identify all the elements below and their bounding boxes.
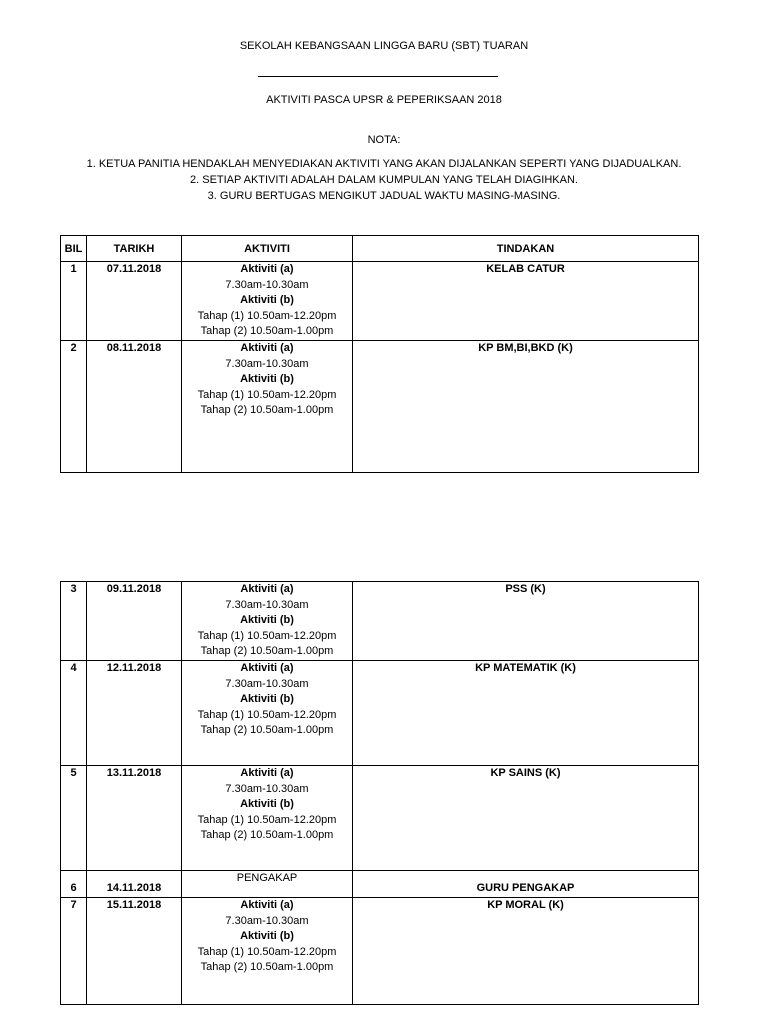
aktiviti-b-tahap-1: Tahap (1) 10.50am-12.20pm (197, 813, 337, 826)
row-aktiviti (182, 582, 353, 661)
row-tarikh: 12.11.2018 (87, 661, 182, 766)
schedule-table-part-1 (60, 235, 699, 473)
aktiviti-b-label: Aktiviti (b) (240, 373, 294, 386)
row-bil: 5 (61, 766, 87, 871)
aktiviti-a-label: Aktiviti (a) (240, 583, 294, 595)
aktiviti-a-label: Aktiviti (a) (240, 899, 294, 911)
aktiviti-a-time: 7.30am-10.30am (225, 677, 309, 690)
aktiviti-a-label: Aktiviti (a) (240, 342, 294, 354)
row-aktiviti: PENGAKAP (182, 871, 353, 898)
aktiviti-a-label: Aktiviti (a) (240, 662, 294, 674)
schedule-table-part-2 (60, 581, 699, 1005)
row-bil: 4 (61, 661, 87, 766)
aktiviti-b-tahap-2: Tahap (2) 10.50am-1.00pm (200, 961, 334, 974)
aktiviti-b-tahap-2: Tahap (2) 10.50am-1.00pm (200, 645, 334, 658)
aktiviti-b-tahap-1: Tahap (1) 10.50am-12.20pm (197, 708, 337, 721)
note-2: 2. SETIAP AKTIVITI ADALAH DALAM KUMPULAN YANG TELAH DIAGIHKAN. (190, 174, 578, 186)
row-tarikh: 14.11.2018 (87, 871, 182, 898)
col-header-bil: BIL (61, 236, 87, 262)
document-title: AKTIVITI PASCA UPSR & PEPERIKSAAN 2018 (266, 94, 502, 106)
row-tindakan: KP MORAL (K) (353, 898, 699, 1005)
aktiviti-b-tahap-2: Tahap (2) 10.50am-1.00pm (200, 325, 334, 338)
aktiviti-b-tahap-2: Tahap (2) 10.50am-1.00pm (200, 404, 334, 417)
aktiviti-a-time: 7.30am-10.30am (225, 357, 309, 370)
aktiviti-a-time: 7.30am-10.30am (225, 782, 309, 795)
row-tindakan: GURU PENGAKAP (353, 871, 699, 898)
row-tarikh: 09.11.2018 (87, 582, 182, 661)
table-row (61, 582, 699, 661)
row-aktiviti (182, 341, 353, 473)
note-1: 1. KETUA PANITIA HENDAKLAH MENYEDIAKAN AKTIVITI YANG AKAN DIJALANKAN SEPERTI YANG DIJADUALKAN. (86, 158, 682, 170)
row-bil: 7 (61, 898, 87, 1005)
aktiviti-a-time: 7.30am-10.30am (225, 278, 309, 291)
aktiviti-b-tahap-2: Tahap (2) 10.50am-1.00pm (200, 724, 334, 737)
table-row (61, 871, 699, 898)
row-tindakan: KP SAINS (K) (353, 766, 699, 871)
row-bil: 1 (61, 262, 87, 341)
aktiviti-b-label: Aktiviti (b) (240, 930, 294, 943)
aktiviti-a-label: Aktiviti (a) (240, 263, 294, 275)
table-row (61, 262, 699, 341)
aktiviti-b-tahap-1: Tahap (1) 10.50am-12.20pm (197, 945, 337, 958)
aktiviti-a-label: Aktiviti (a) (240, 767, 294, 779)
row-tarikh: 15.11.2018 (87, 898, 182, 1005)
row-tarikh: 08.11.2018 (87, 341, 182, 473)
note-3: 3. GURU BERTUGAS MENGIKUT JADUAL WAKTU MASING-MASING. (207, 190, 561, 202)
row-bil: 2 (61, 341, 87, 473)
aktiviti-b-tahap-2: Tahap (2) 10.50am-1.00pm (200, 829, 334, 842)
row-aktiviti (182, 661, 353, 766)
row-aktiviti (182, 898, 353, 1005)
row-bil: 3 (61, 582, 87, 661)
table-row (61, 898, 699, 1005)
row-tarikh: 07.11.2018 (87, 262, 182, 341)
aktiviti-b-label: Aktiviti (b) (240, 798, 294, 811)
header-divider (258, 76, 498, 77)
aktiviti-a-time: 7.30am-10.30am (225, 914, 309, 927)
row-aktiviti (182, 262, 353, 341)
aktiviti-a-time: 7.30am-10.30am (225, 598, 309, 611)
col-header-tindakan: TINDAKAN (353, 236, 699, 262)
nota-label: NOTA: (367, 134, 401, 146)
row-tindakan: PSS (K) (353, 582, 699, 661)
aktiviti-b-tahap-1: Tahap (1) 10.50am-12.20pm (197, 309, 337, 322)
aktiviti-b-label: Aktiviti (b) (240, 614, 294, 627)
table-row (61, 341, 699, 473)
col-header-aktiviti: AKTIVITI (182, 236, 353, 262)
aktiviti-b-label: Aktiviti (b) (240, 294, 294, 307)
row-tindakan: KP MATEMATIK (K) (353, 661, 699, 766)
aktiviti-b-label: Aktiviti (b) (240, 693, 294, 706)
row-tindakan: KP BM,BI,BKD (K) (353, 341, 699, 473)
table-row (61, 661, 699, 766)
table-header-row (61, 236, 699, 262)
col-header-tarikh: TARIKH (87, 236, 182, 262)
aktiviti-b-tahap-1: Tahap (1) 10.50am-12.20pm (197, 629, 337, 642)
row-bil: 6 (61, 871, 87, 898)
table-row (61, 766, 699, 871)
row-tarikh: 13.11.2018 (87, 766, 182, 871)
school-name: SEKOLAH KEBANGSAAN LINGGA BARU (SBT) TUARAN (239, 40, 529, 52)
aktiviti-b-tahap-1: Tahap (1) 10.50am-12.20pm (197, 388, 337, 401)
row-tindakan: KELAB CATUR (353, 262, 699, 341)
row-aktiviti (182, 766, 353, 871)
